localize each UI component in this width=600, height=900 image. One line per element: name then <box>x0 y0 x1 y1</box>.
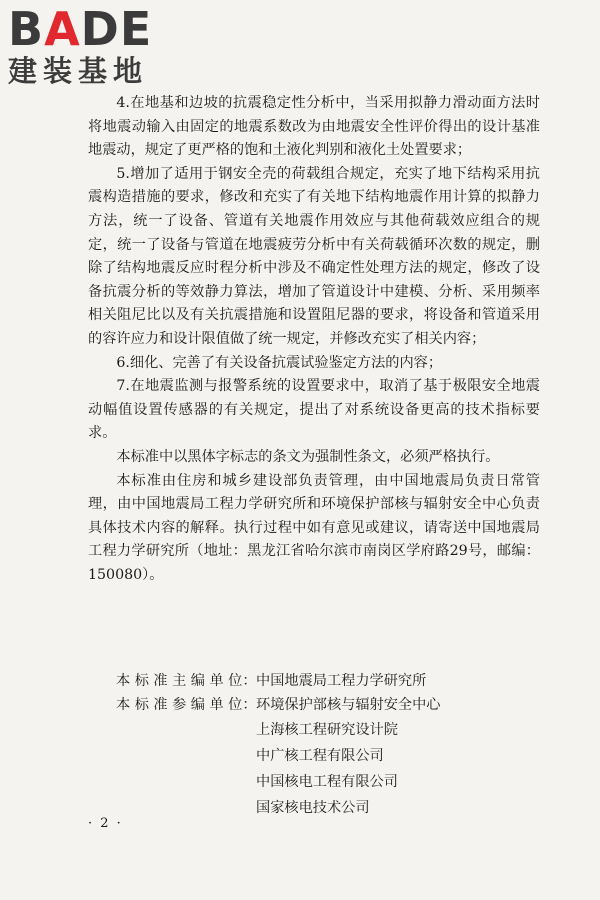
page-number: · 2 · <box>88 816 123 831</box>
participating-unit-name: 中广核工程有限公司 <box>256 748 384 765</box>
logo-mark-accent: A <box>44 2 81 56</box>
paragraph-item-4: 4.在地基和边坡的抗震稳定性分析中，当采用拟静力滑动面方法时将地震动输入由固定的地震系数改为由地震安全性评价得出的设计基准地震动，规定了更严格的饱和土液化判别和液化土处置要求； <box>88 95 540 159</box>
participating-unit-name: 上海核工程研究设计院 <box>256 722 398 739</box>
participating-unit-name: 中国核电工程有限公司 <box>256 774 398 791</box>
participating-unit-name: 国家核电技术公司 <box>256 800 370 817</box>
paragraph-item-5: 5.增加了适用于钢安全壳的荷载组合规定，充实了地下结构采用抗震构造措施的要求，修改和充实了有关地下结构地震作用计算的拟静力方法，统一了设备、管道有关地震作用效应与其他荷载效应组合的规定，统一了设备与管道在地震疲劳分析中有关荷载循环次数的规定，删除了结构地震反应时程分析中涉及不确定性处理方法的规定，修改了设备抗震分析的等效静力算法，增加了管道设计中建模、分析、采用频率相关阻尼比以及有关抗震措施和设置阻尼器的要求，将设备和管道采用的容许应力和设计限值做了统一规定，并修改充实了相关内容； <box>88 165 540 347</box>
paragraph-mandatory-note: 本标准中以黑体字标志的条文为强制性条文，必须严格执行。 <box>116 448 500 465</box>
logo-mark <box>8 2 178 56</box>
participating-unit-name: 环境保护部核与辐射安全中心 <box>256 696 441 713</box>
participating-unit-row <box>88 694 540 718</box>
chief-unit-row <box>88 670 540 694</box>
participating-unit-list <box>88 717 540 821</box>
participating-unit-label: 本 标 准 参 编 单 位： <box>116 696 257 713</box>
document-body <box>88 92 540 587</box>
paragraph-item-7: 7.在地震监测与报警系统的设置要求中，取消了基于极限安全地震动幅值设置传感器的有关规定，提出了对系统设备更高的技术指标要求。 <box>88 378 540 442</box>
chief-unit-name: 中国地震局工程力学研究所 <box>256 673 427 689</box>
editing-units <box>88 670 540 821</box>
paragraph-management-note: 本标准由住房和城乡建设部负责管理，由中国地震局负责日常管理，由中国地震局工程力学研究所和环境保护部核与辐射安全中心负责具体技术内容的解释。执行过程中如有意见或建议，请寄送中国地震局工程力学研究所（地址：黑龙江省哈尔滨市南岗区学府路29号，邮编：150080）。 <box>88 472 540 583</box>
logo-mark-suffix: DE <box>80 2 153 56</box>
paragraph-item-6: 6.细化、完善了有关设备抗震试验鉴定方法的内容； <box>116 354 443 371</box>
logo-mark-prefix: B <box>8 2 45 56</box>
chief-unit-label: 本 标 准 主 编 单 位： <box>116 673 257 689</box>
bade-logo <box>8 2 178 90</box>
logo-subtitle: 建装基地 <box>8 54 149 88</box>
